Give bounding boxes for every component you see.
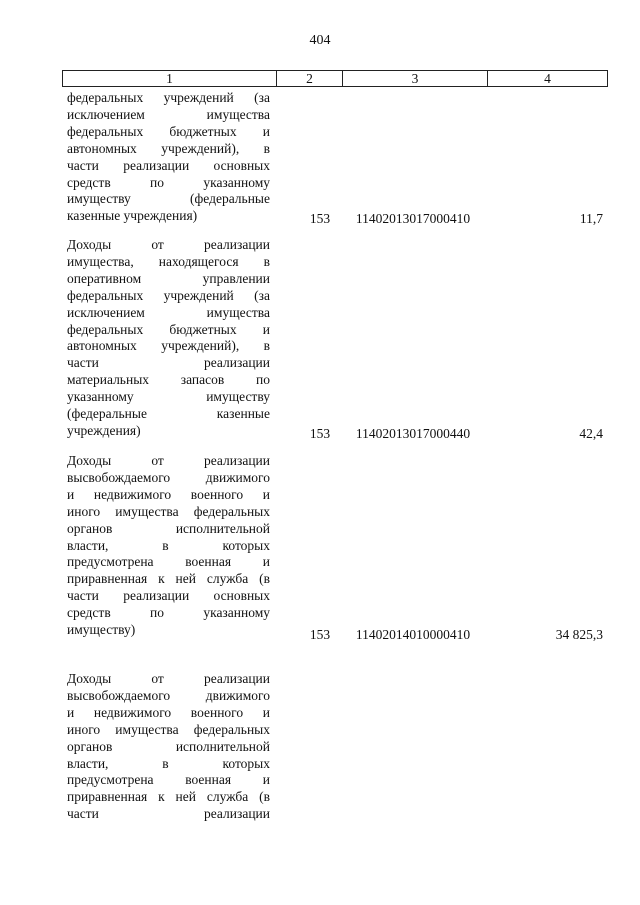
desc-line: средств по указанному <box>67 174 270 190</box>
desc-line: приравненная к ней служба (в <box>67 571 270 587</box>
desc-line: Доходы от реализации <box>67 237 270 252</box>
desc-line: и недвижимого военного и <box>67 704 270 720</box>
row-description <box>67 90 270 225</box>
row-description <box>67 671 270 823</box>
header-col-2: 2 <box>277 71 343 86</box>
table-row <box>62 453 608 648</box>
header-col-1: 1 <box>63 71 277 86</box>
desc-line: учреждения) <box>67 422 141 438</box>
row-kbk: 11402014010000410 <box>355 627 471 642</box>
header-col-3: 3 <box>343 71 488 86</box>
desc-line: высвобождаемого движимого <box>67 469 270 485</box>
row-code: 153 <box>309 627 331 642</box>
table-row <box>62 237 608 447</box>
desc-line: власти, в которых <box>67 755 270 771</box>
desc-line: федеральных бюджетных и <box>67 321 270 337</box>
desc-line: федеральных учреждений (за <box>67 90 270 105</box>
desc-line: средств по указанному <box>67 605 270 621</box>
table-row <box>62 671 608 831</box>
desc-line: оперативном управлении <box>67 270 270 286</box>
desc-line: федеральных бюджетных и <box>67 123 270 139</box>
row-kbk: 11402013017000440 <box>355 426 471 441</box>
desc-line: иного имущества федеральных <box>67 503 270 519</box>
desc-line: автономных учреждений), в <box>67 338 270 354</box>
desc-line: материальных запасов по <box>67 372 270 388</box>
desc-line: власти, в которых <box>67 537 270 553</box>
desc-line: Доходы от реализации <box>67 453 270 468</box>
desc-line: (федеральные казенные <box>67 406 270 422</box>
desc-line: части реализации <box>67 806 270 822</box>
row-amount: 42,4 <box>579 426 603 441</box>
desc-line: предусмотрена военная и <box>67 772 270 788</box>
desc-line: автономных учреждений), в <box>67 140 270 156</box>
desc-line: Доходы от реализации <box>67 671 270 686</box>
desc-line: части реализации <box>67 355 270 371</box>
desc-line: приравненная к ней служба (в <box>67 789 270 805</box>
table-row <box>62 90 608 230</box>
desc-line: имуществу) <box>67 622 136 638</box>
desc-line: высвобождаемого движимого <box>67 687 270 703</box>
desc-line: иного имущества федеральных <box>67 721 270 737</box>
row-code: 153 <box>309 426 331 441</box>
table-header <box>62 70 608 87</box>
row-description <box>67 453 270 639</box>
row-code: 153 <box>309 211 331 226</box>
desc-line: предусмотрена военная и <box>67 554 270 570</box>
desc-line: указанному имуществу <box>67 389 270 405</box>
row-description <box>67 237 270 440</box>
desc-line: части реализации основных <box>67 157 270 173</box>
desc-line: и недвижимого военного и <box>67 486 270 502</box>
desc-line: казенные учреждения) <box>67 208 198 224</box>
page-number: 404 <box>309 33 331 48</box>
desc-line: имущества, находящегося в <box>67 253 270 269</box>
row-kbk: 11402013017000410 <box>355 211 471 226</box>
header-col-4: 4 <box>544 71 551 86</box>
desc-line: органов исполнительной <box>67 520 270 536</box>
row-amount: 34 825,3 <box>555 627 603 642</box>
row-amount: 11,7 <box>579 211 603 226</box>
desc-line: органов исполнительной <box>67 738 270 754</box>
desc-line: исключением имущества <box>67 106 270 122</box>
desc-line: части реализации основных <box>67 588 270 604</box>
desc-line: исключением имущества <box>67 304 270 320</box>
desc-line: имуществу (федеральные <box>67 191 270 207</box>
desc-line: федеральных учреждений (за <box>67 287 270 303</box>
